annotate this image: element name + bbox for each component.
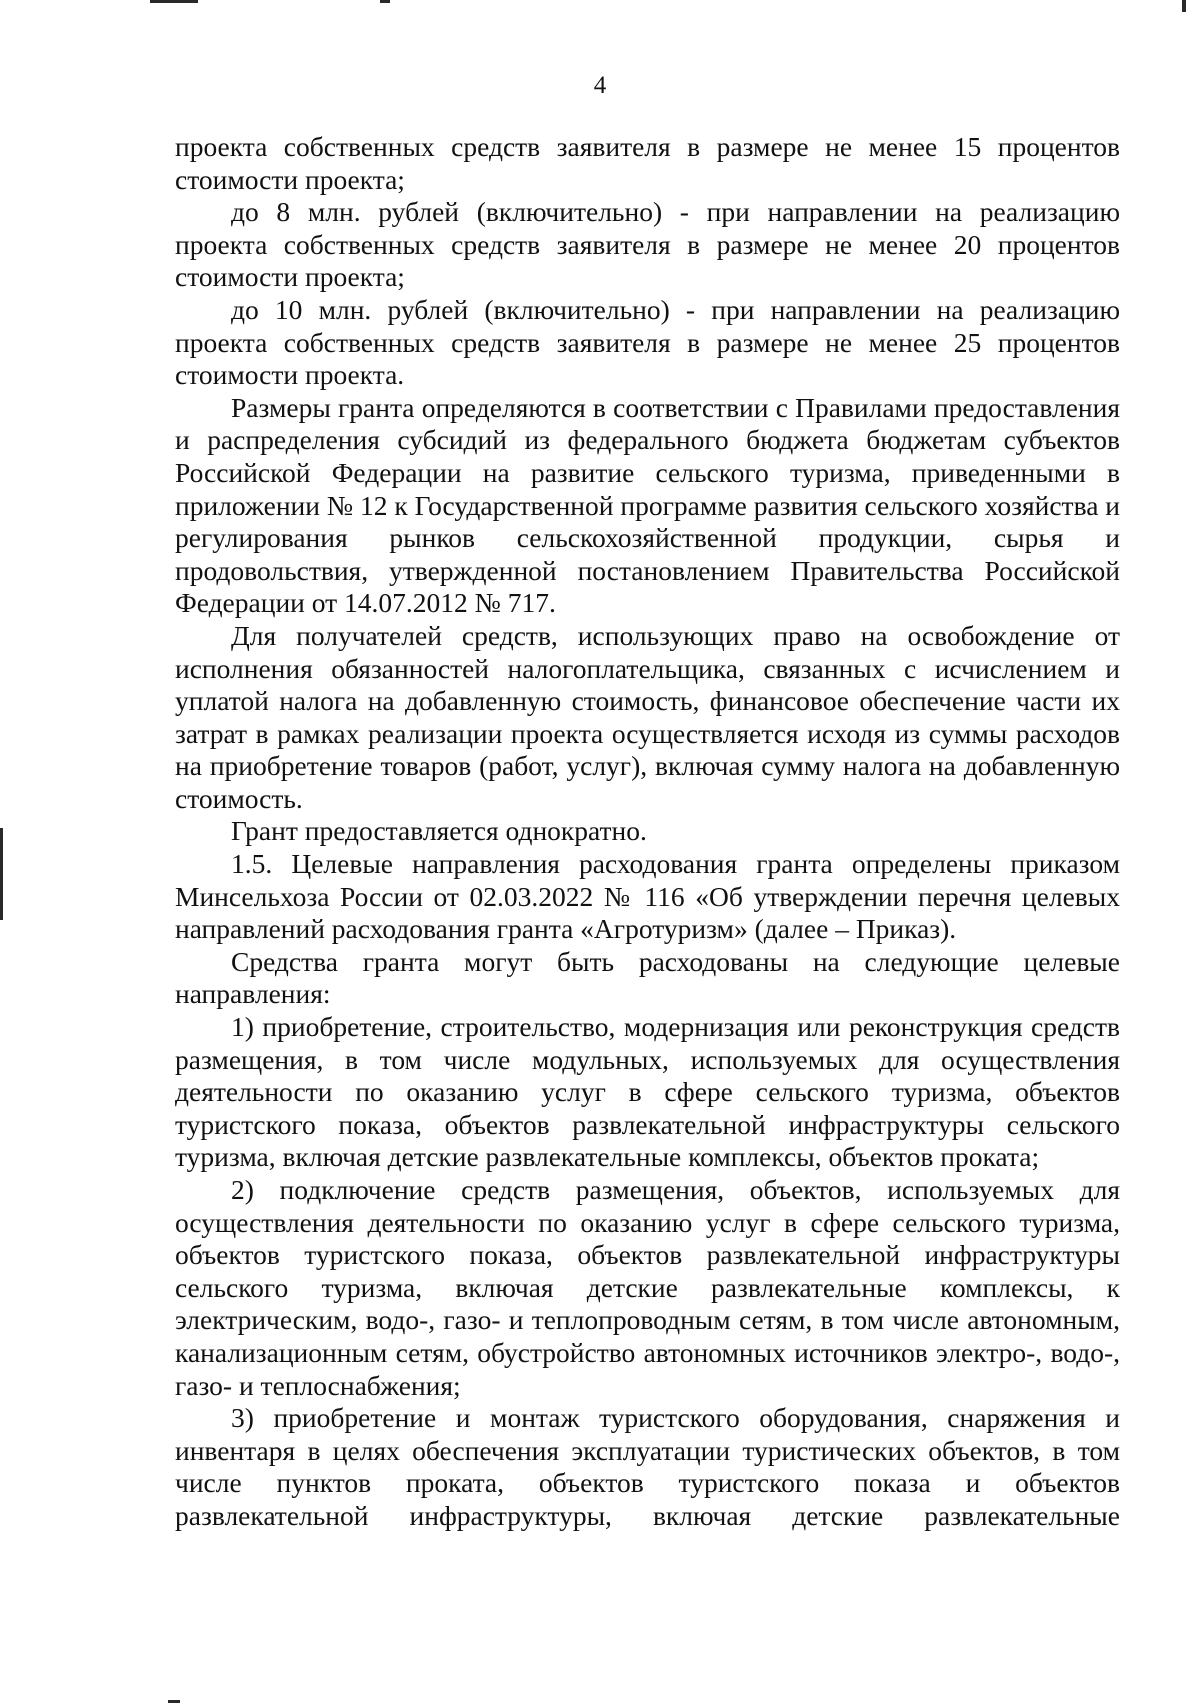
- text-line: осуществления деятельности по оказанию услуг в сфере сельского туризма,: [175, 1043, 1120, 1108]
- paragraph-6: [175, 815, 1120, 848]
- paragraph-4: [175, 392, 1120, 620]
- text-line: числе пунктов проката, объектов туристского показа и объектов: [175, 1467, 1120, 1499]
- paragraph-3: [175, 294, 1120, 392]
- text-line: Правительства Российской Федерации от 14.07.2012 № 717.: [175, 554, 1120, 619]
- paragraph-1: [175, 131, 1120, 196]
- text-line: сельского туризма, включая детские развлекательные комплексы, объектов: [175, 1108, 1120, 1173]
- text-line: бюджетам субъектов Российской Федерации на развитие сельского туризма,: [175, 424, 1121, 488]
- text-line: электрическим, водо-, газо- и теплопроводным сетям, в том числе: [175, 1304, 959, 1336]
- text-line: инвентаря в целях обеспечения эксплуатации туристических объектов, в том: [175, 1434, 1120, 1466]
- scan-artifact: [380, 0, 390, 3]
- paragraph-2: [175, 196, 1120, 294]
- text-line: исполнения обязанностей налогоплательщика, связанных с исчислением и: [175, 652, 1120, 684]
- text-line: объектов туристского показа, объектов развлекательной инфраструктуры: [175, 1239, 1120, 1271]
- page-number: 4: [593, 72, 607, 99]
- text-line: предоставления и распределения субсидий из федерального бюджета: [175, 391, 1121, 456]
- paragraph-7: [175, 848, 1120, 946]
- text-line: направлений расходования гранта «Агротуризм» (далее – Приказ).: [175, 913, 957, 945]
- text-line: стоимости проекта;: [175, 261, 405, 293]
- text-line: до 8 млн. рублей (включительно) - при направлении на реализацию: [231, 196, 1120, 228]
- text-line: продукции, сырья и продовольствия, утвержденной постановлением: [175, 522, 1120, 586]
- text-line: проекта собственных средств заявителя в размере не менее 25 процентов: [175, 326, 1120, 358]
- text-line: осуществления деятельности по оказанию услуг в сфере сельского туризма,: [175, 1206, 1120, 1238]
- text-line: проекта собственных средств заявителя в размере не менее 15 процентов: [175, 131, 1120, 162]
- scan-artifact: [168, 1700, 180, 1703]
- text-line: 1.5. Целевые направления расходования гранта определены приказом: [231, 848, 1120, 880]
- text-line: добавленную стоимость.: [175, 750, 1120, 814]
- text-line: расходов на приобретение товаров (работ, услуг), включая сумму налога на: [175, 717, 1120, 782]
- paragraph-5: [175, 620, 1120, 816]
- paragraph-8: [175, 946, 1120, 1011]
- text-line: сельского хозяйства и регулирования рынков сельскохозяйственной: [175, 489, 1121, 554]
- text-line: стоимости проекта.: [175, 359, 405, 391]
- text-line: объектов туристского показа, объектов развлекательной инфраструктуры: [175, 1076, 1121, 1140]
- text-line: электро-, водо-, газо- и теплоснабжения;: [175, 1336, 1120, 1401]
- text-line: Минсельхоза России от 02.03.2022 № 116 «Об утверждении перечня целевых: [175, 880, 1120, 912]
- scan-artifact: [1182, 0, 1186, 12]
- text-line: проката;: [940, 1141, 1040, 1173]
- text-line: средств размещения, в том числе модульных, используемых для: [175, 1011, 1120, 1075]
- text-line: проекта собственных средств заявителя в размере не менее 20 процентов: [175, 228, 1120, 260]
- page-body: [175, 131, 1120, 1533]
- text-line: стоимости проекта;: [175, 163, 405, 195]
- text-line: Средства гранта могут быть расходованы на следующие целевые: [231, 945, 1120, 977]
- text-line: приведенными в приложении № 12 к Государственной программе развития: [175, 456, 1121, 521]
- text-line: 3) приобретение и монтаж туристского оборудования, снаряжения и: [231, 1402, 1120, 1434]
- text-line: 2) подключение средств размещения, объектов, используемых для: [231, 1174, 1120, 1205]
- text-line: направления:: [175, 978, 331, 1010]
- text-line: Для получателей средств, использующих право на освобождение от: [231, 619, 1120, 651]
- scan-artifact: [0, 828, 3, 920]
- paragraph-10: [175, 1174, 1120, 1402]
- text-line: Размеры гранта определяются в соответствии с Правилами: [231, 391, 927, 423]
- text-line: 1) приобретение, строительство, модернизация или реконструкция: [231, 1011, 1023, 1043]
- text-line: затрат в рамках реализации проекта осуществляется исходя из суммы: [175, 717, 1008, 749]
- text-line: до 10 млн. рублей (включительно) - при направлении на реализацию: [231, 293, 1120, 325]
- paragraph-11: [175, 1402, 1120, 1532]
- text-line: Грант предоставляется однократно.: [231, 815, 647, 847]
- paragraph-9: [175, 1011, 1120, 1174]
- text-line: автономным, канализационным сетям, обустройство автономных источников: [175, 1304, 1120, 1368]
- scan-artifact: [150, 0, 198, 3]
- text-line: развлекательной инфраструктуры, включая детские развлекательные: [175, 1499, 1120, 1531]
- text-line: сельского туризма, включая детские развлекательные комплексы, к: [175, 1271, 1120, 1303]
- text-line: уплатой налога на добавленную стоимость, финансовое обеспечение части их: [175, 685, 1120, 717]
